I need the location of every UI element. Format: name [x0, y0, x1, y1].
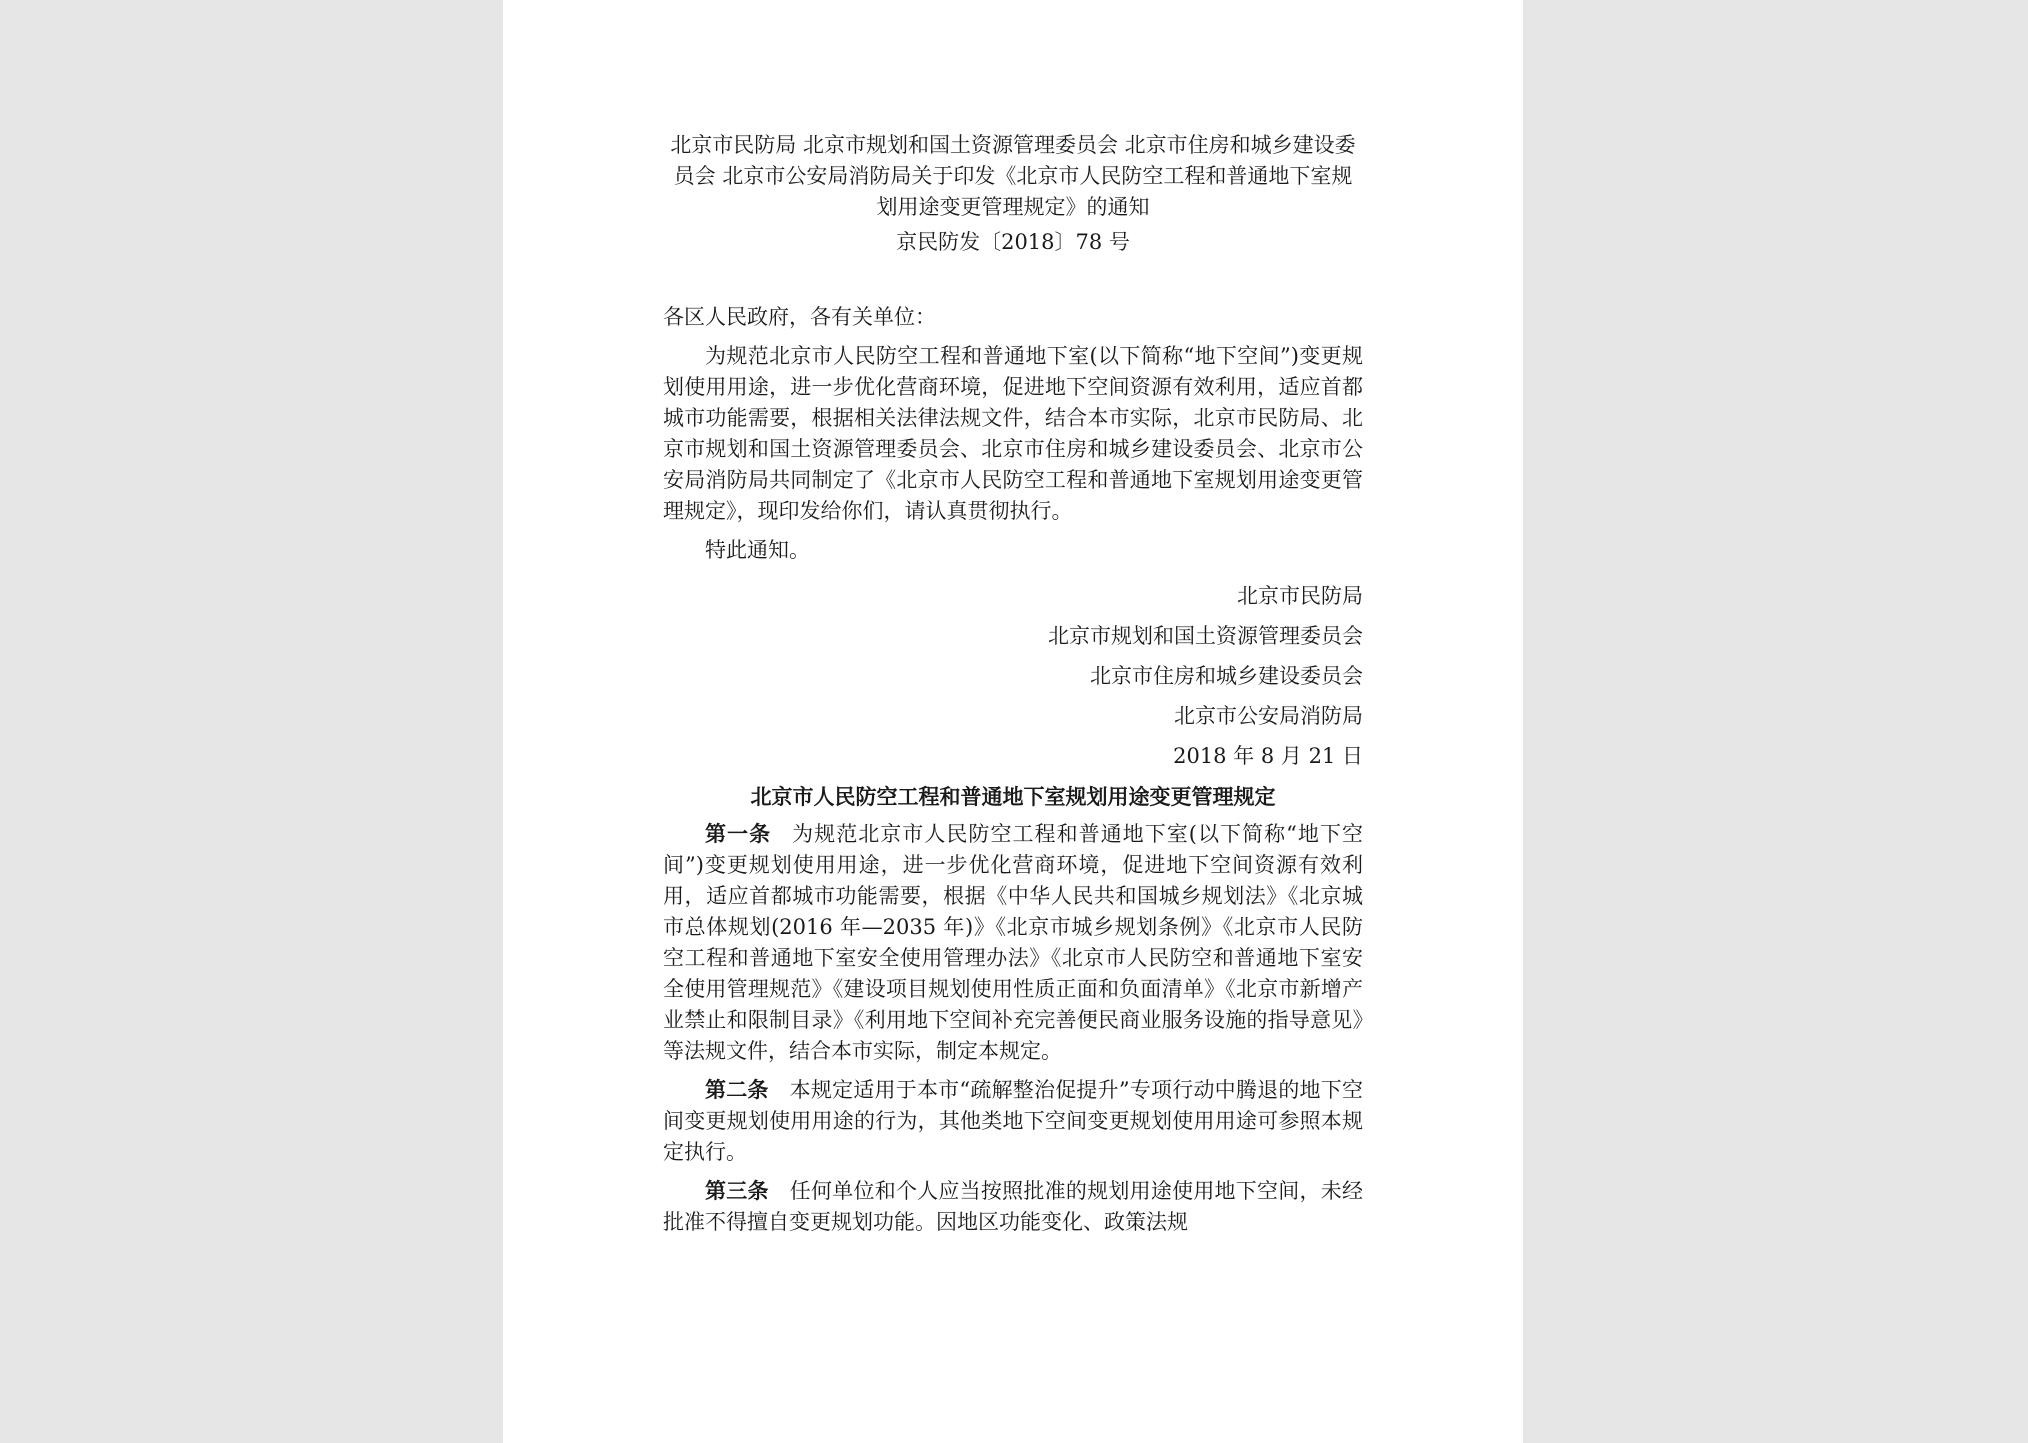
- closing-line: 特此通知。: [705, 538, 810, 562]
- article-label: 第三条: [705, 1179, 769, 1203]
- document-page: [503, 0, 1523, 1443]
- signatory: 北京市民防局: [1237, 584, 1363, 608]
- body-paragraph: 为规范北京市人民防空工程和普通地下室(以下简称“地下空间”)变更规划使用用途，进一步优化营商环境，促进地下空间资源有效利用，适应首都城市功能需要，根据相关法律法规文件，结合本市实际，北京市民防局、北京市规划和国土资源管理委员会、北京市住房和城乡建设委员会、北京市公安局消防局共同制定了《北京市人民防空工程和普通地下室规划用途变更管理规定》，现印发给你们，请认真贯彻执行。: [663, 344, 1363, 523]
- notice-title: 北京市民防局 北京市规划和国土资源管理委员会 北京市住房和城乡建设委员会 北京市公安局消防局关于印发《北京市人民防空工程和普通地下室规划用途变更管理规定》的通知: [670, 133, 1356, 219]
- salutation: 各区人民政府，各有关单位：: [663, 305, 936, 329]
- document-number: 京民防发〔2018〕78 号: [896, 230, 1130, 254]
- signature-block: [663, 576, 1363, 776]
- article-text: 任何单位和个人应当按照批准的规划用途使用地下空间，未经批准不得擅自变更规划功能。因地区功能变化、政策法规: [663, 1179, 1364, 1234]
- article-1: [663, 819, 1363, 1067]
- article-2: [663, 1075, 1363, 1168]
- article-label: 第一条: [705, 822, 772, 846]
- signatory: 北京市住房和城乡建设委员会: [1090, 664, 1363, 688]
- regulation-title: 北京市人民防空工程和普通地下室规划用途变更管理规定: [750, 785, 1276, 809]
- article-3: [663, 1176, 1363, 1238]
- page-content: [663, 130, 1363, 1238]
- article-text: 本规定适用于本市“疏解整治促提升”专项行动中腾退的地下空间变更规划使用用途的行为，其他类地下空间变更规划使用用途可参照本规定执行。: [663, 1078, 1363, 1164]
- article-label: 第二条: [705, 1078, 769, 1102]
- signatory: 北京市规划和国土资源管理委员会: [1048, 624, 1363, 648]
- signatory: 北京市公安局消防局: [1174, 704, 1363, 728]
- issue-date: 2018 年 8 月 21 日: [1173, 744, 1363, 768]
- article-text: 为规范北京市人民防空工程和普通地下室(以下简称“地下空间”)变更规划使用用途，进一步优化营商环境，促进地下空间资源有效利用，适应首都城市功能需要，根据《中华人民共和国城乡规划法》《北京城市总体规划(2016 年—2035 年)》《北京市城乡规划条例》《北京市人民防空工程和普通地下室安全使用管理办法》《北京市人民防空和普通地下室安全使用管理规范》《建设项目规划使用性质正面和负面清单》《北京市新增产业禁止和限制目录》《利用地下空间补充完善便民商业服务设施的指导意见》等法规文件，结合本市实际，制定本规定。: [663, 822, 1364, 1063]
